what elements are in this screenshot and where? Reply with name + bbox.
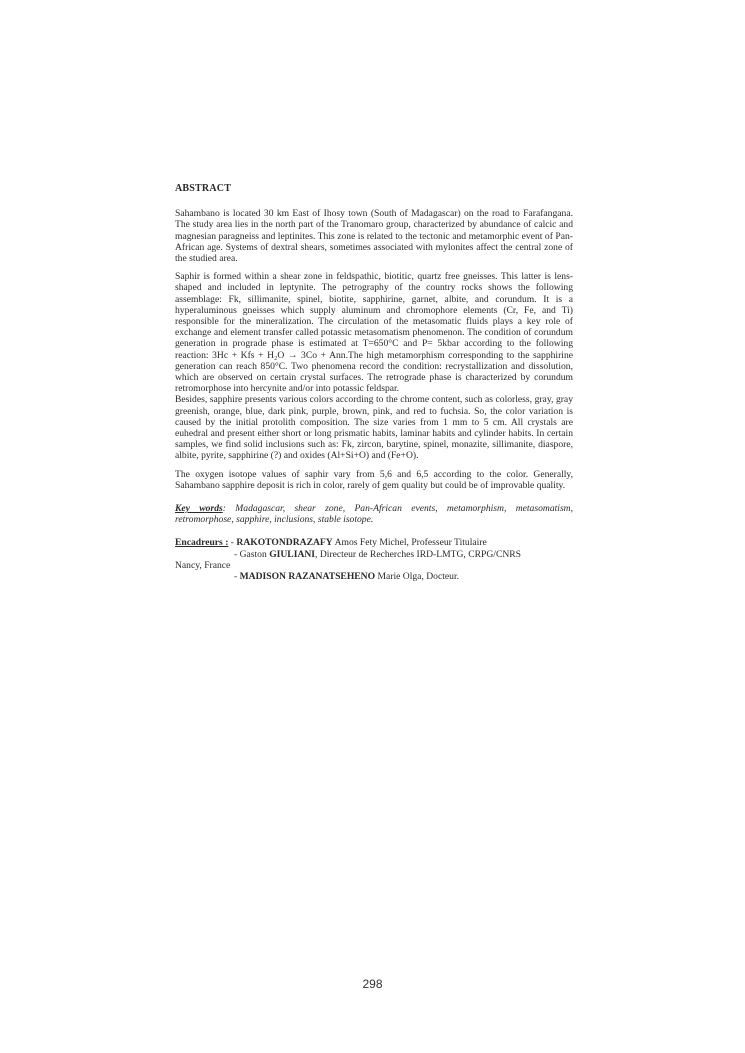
supervisors-block (175, 537, 573, 582)
abstract-heading: ABSTRACT (175, 183, 232, 194)
page-number: 298 (362, 977, 383, 991)
supervisor-line-3: - MADISON RAZANATSEHENO Marie Olga, Docteur. (234, 571, 460, 583)
keywords-label: Key words (175, 503, 223, 515)
supervisor-1-details: Amos Fety Michel, Professeur Titulaire (334, 537, 487, 549)
abstract-paragraph-3: Besides, sapphire presents various colors according to the chrome content, such as colorless, gray, gray greenish, orange, blue, dark pink, purple, brown, pink, and red to fuchsia. So, the color variation is caused by the initial protolith composition. The size varies from 1 mm to 5 cm. All crystals are euhedral and present either short or long prismatic habits, laminar habits and cylinder habits. In certain samples, we find solid inclusions such as: Fk, zircon, barytine, spinel, monazite, sillimanite, diaspore, albite, pyrite, sapphirine (?) and oxides (Al+Si+O) and (Fe+O). (175, 394, 573, 462)
supervisor-line-1: Encadreurs : - RAKOTONDRAZAFY Amos Fety Michel, Professeur Titulaire (175, 537, 487, 549)
supervisor-3-details: Marie Olga, Docteur. (377, 571, 460, 583)
supervisor-2-location: Nancy, France (175, 559, 231, 571)
supervisor-line-2 (175, 549, 573, 560)
supervisor-2-prefix: - Gaston (234, 548, 267, 560)
keywords-text: : Madagascar, shear zone, Pan-African events, metamorphism, metasomatism, retromorphose, sapphire, inclusions, stable isotope. (175, 503, 574, 526)
keywords-block (175, 503, 573, 525)
supervisors-label: Encadreurs : (175, 537, 229, 549)
supervisor-2-name: GIULIANI (269, 548, 316, 560)
supervisor-2-details: , Directeur de Recherches IRD-LMTG, CRPG/CNRS (315, 548, 522, 560)
supervisor-1-name: RAKOTONDRAZAFY (236, 537, 333, 549)
abstract-section (175, 183, 573, 582)
supervisor-3-name: MADISON RAZANATSEHENO (239, 571, 376, 583)
abstract-paragraph-1: Sahambano is located 30 km East of Ihosy town (South of Madagascar) on the road to Farafangana. The study area lies in the north part of the Tranomaro group, characterized by abundance of calcic and magnesian paragneiss and leptinites. This zone is related to the tectonic and metamorphic event of Pan-African age. Systems of dextral shears, sometimes associated with mylonites affect the central zone of the studied area. (175, 208, 573, 265)
abstract-paragraph-4: The oxygen isotope values of saphir vary from 5,6 and 6,5 according to the color. Generally, Sahambano sapphire deposit is rich in color, rarely of gem quality but could be of improvable quality. (175, 468, 573, 491)
abstract-paragraph-2: Saphir is formed within a shear zone in feldspathic, biotitic, quartz free gneisses. This latter is lens-shaped and included in leptynite. The petrography of the country rocks shows the following assemblage: Fk, sillimanite, spinel, biotite, sapphirine, garnet, albite, and corundum. It is a hyperaluminous gneisses which supply aluminum and chromophore elements (Cr, Fe, and Ti) responsible for the mineralization. The circulation of the metasomatic fluids plays a key role of exchange and element transfer called potassic metasomatism phenomenon. The condition of corundum generation in prograde phase is estimated at T=650°C and P= 5kbar according to the following reaction: 3Hc + Kfs + H₂O → 3Co + Ann.The high metamorphism corresponding to the sapphirine generation can reach 850°C. Two phenomena record the condition: recrystallization and dissolution, which are observed on certain crystal surfaces. The retrograde phase is characterized by corundum retromorphose into hercynite and/or into potassic feldspar. (175, 271, 573, 395)
